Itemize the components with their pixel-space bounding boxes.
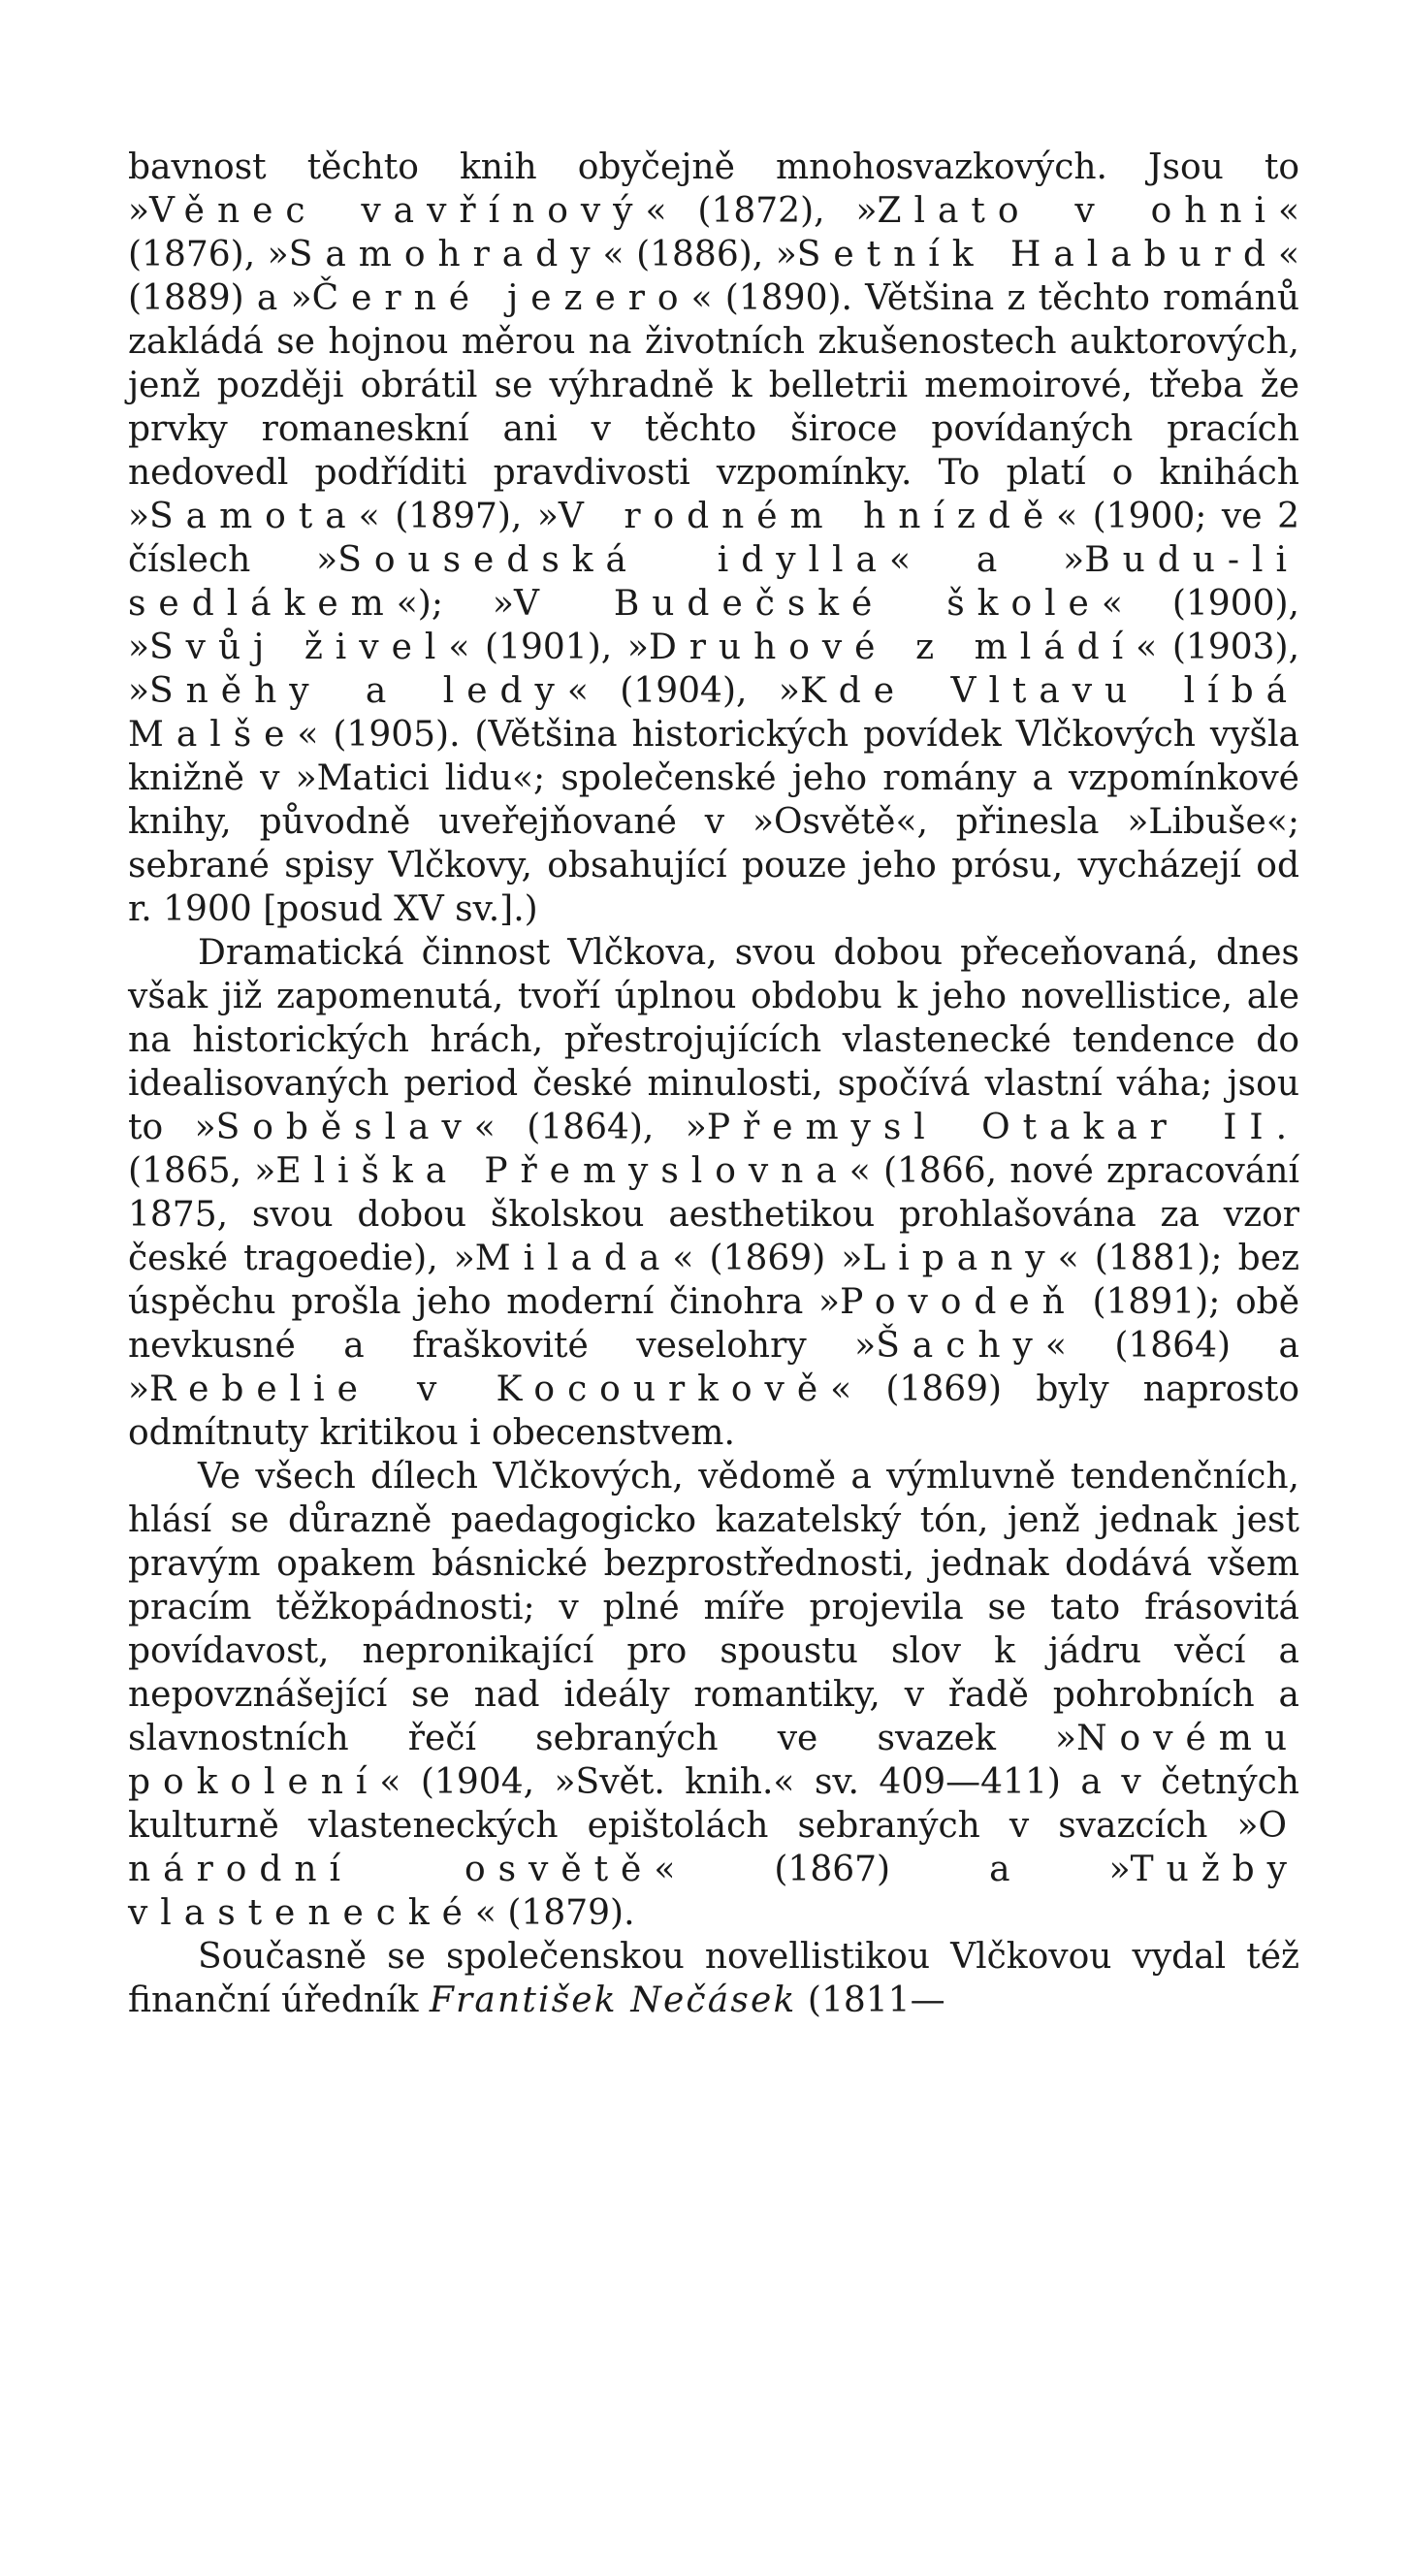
emphasized-title: Lipany — [862, 1239, 1058, 1278]
emphasized-title: Černé jezero — [311, 278, 691, 318]
emphasized-title: V rodném hnízdě — [558, 497, 1057, 536]
paragraph — [128, 1935, 1299, 2022]
text-run: « (1866, nové zpracování 1875, svou dobou školskou aesthetikou prohlašována za vzor české tragoedie), » — [128, 1151, 1300, 1278]
emphasized-title: Zlato v ohni — [877, 191, 1278, 231]
text-run: « (1897), » — [358, 497, 559, 536]
emphasized-title: O národní osvětě — [128, 1806, 1299, 1889]
text-run: « (1869) » — [672, 1239, 863, 1278]
text-run: « (1904), » — [566, 671, 800, 711]
emphasized-title: Setník Halaburd — [796, 235, 1278, 274]
emphasized-title: Sněhy a ledy — [149, 671, 567, 711]
emphasized-title: Tužby vlastenecké — [128, 1850, 1299, 1933]
text-run: « (1905). (Většina historických povídek Vlčkových vyšla knižně v »Matici lidu«; společenské jeho romány a vzpomínkové knihy, původně uveřejňované v »Osvětě«, přinesla »Libuše«; sebrané spisy Vlčkovy, obsahující pouze jeho prósu, vycházejí od r. 1900 [posud XV sv.].) — [128, 715, 1299, 929]
text-run: « (1890). Většina z těchto románů zakládá se hojnou měrou na životních zkušenostech auktorových, jenž později obrátil se výhradně k belletrii memoirové, třeba že prvky romaneskní ani v těchto široce povídaných pracích nedovedl podříditi pravdivosti vzpomínky. To platí o knihách » — [128, 278, 1300, 536]
paragraph — [128, 931, 1299, 1455]
text-run: (1865, » — [128, 1151, 276, 1191]
emphasized-title: Novému pokolení — [128, 1719, 1299, 1802]
text-run: « (1864), » — [473, 1108, 707, 1147]
text-run: (1891); obě nevkusné a fraškovité veselohry » — [128, 1282, 1300, 1366]
emphasized-title: Eliška Přemyslovna — [275, 1151, 849, 1191]
text-run: Ve všech dílech Vlčkových, vědomě a výmluvně tendenčních, hlásí se důrazně paedagogicko kazatelský tón, jenž jednak jest pravým opakem básnické bezprostřednosti, jednak dodává všem pracím těžkopádnosti; v plné míře projevila se tato frásovitá povídavost, nepronikající pro spoustu slov k jádru věcí a nepovznášející se nad ideály romantiky, v řadě pohrobních a slavnostních řečí sebraných ve svazek » — [128, 1457, 1299, 1758]
emphasized-title: Samohrady — [288, 235, 603, 274]
text-run: « (1869) byly naprosto odmítnuty kritikou i obecenstvem. — [128, 1369, 1299, 1453]
text-run: « (1879). — [474, 1893, 635, 1933]
text-run: « (1881); bez úspěchu prošla jeho moderní činohra » — [128, 1239, 1299, 1322]
text-run: bavnost těchto knih obyčejně mnohosvazkových. Jsou to » — [128, 147, 1299, 231]
text-run: Dramatická činnost Vlčkova, svou dobou přeceňovaná, dnes však již zapomenutá, tvoří úplnou obdobu k jeho novellistice, ale na historických hrách, přestrojujících vlastenecké tendence do idealisovaných period české minulosti, spočívá vlastní váha; jsou to » — [128, 933, 1299, 1147]
text-run: «); » — [396, 584, 514, 624]
page-body — [128, 145, 1299, 2022]
text-run: « (1901), » — [448, 628, 649, 667]
text-run: « a » — [888, 540, 1085, 580]
emphasized-title: Povodeň — [840, 1282, 1077, 1322]
emphasized-title: Šachy — [876, 1326, 1045, 1366]
emphasized-title: V Budečské škole — [513, 584, 1102, 624]
text-run: (1811— — [796, 1980, 945, 2020]
emphasized-title: Milada — [474, 1239, 673, 1278]
text-run: « (1867) a » — [654, 1850, 1131, 1889]
emphasized-title: Přemysl Otakar II. — [706, 1108, 1300, 1147]
text-run: Současně se společenskou novellistikou Vlčkovou vydal též finanční úředník — [128, 1937, 1299, 2020]
text-run: « (1876), » — [128, 191, 1300, 274]
text-run: « (1872), » — [645, 191, 878, 231]
text-run: « (1886), » — [602, 235, 797, 274]
emphasized-title: Věnec vavřínový — [149, 191, 646, 231]
emphasized-title: Samota — [149, 497, 359, 536]
emphasized-title: Rebelie v Kocourkově — [149, 1369, 831, 1409]
text-run: « (1889) a » — [128, 235, 1299, 318]
italic-name: František Nečásek — [429, 1980, 797, 2020]
text-run: « (1904, »Svět. knih.« sv. 409—411) a v četných kulturně vlasteneckých epištolách sebraných v svazcích » — [128, 1762, 1299, 1846]
paragraph — [128, 145, 1299, 931]
text-run: « (1903), » — [128, 628, 1300, 711]
emphasized-title: Budu-li sedlákem — [128, 540, 1299, 624]
emphasized-title: Soběslav — [215, 1108, 474, 1147]
emphasized-title: Druhové z mládí — [648, 628, 1137, 667]
paragraph — [128, 1455, 1299, 1935]
emphasized-title: Sousedská idylla — [337, 540, 889, 580]
text-run: « (1900), » — [128, 584, 1299, 667]
text-run: « (1900; ve 2 číslech » — [128, 497, 1299, 580]
text-run: « (1864) a » — [128, 1326, 1299, 1409]
emphasized-title: Svůj živel — [149, 628, 449, 667]
emphasized-title: Kde Vltavu líbá Malše — [128, 671, 1299, 755]
